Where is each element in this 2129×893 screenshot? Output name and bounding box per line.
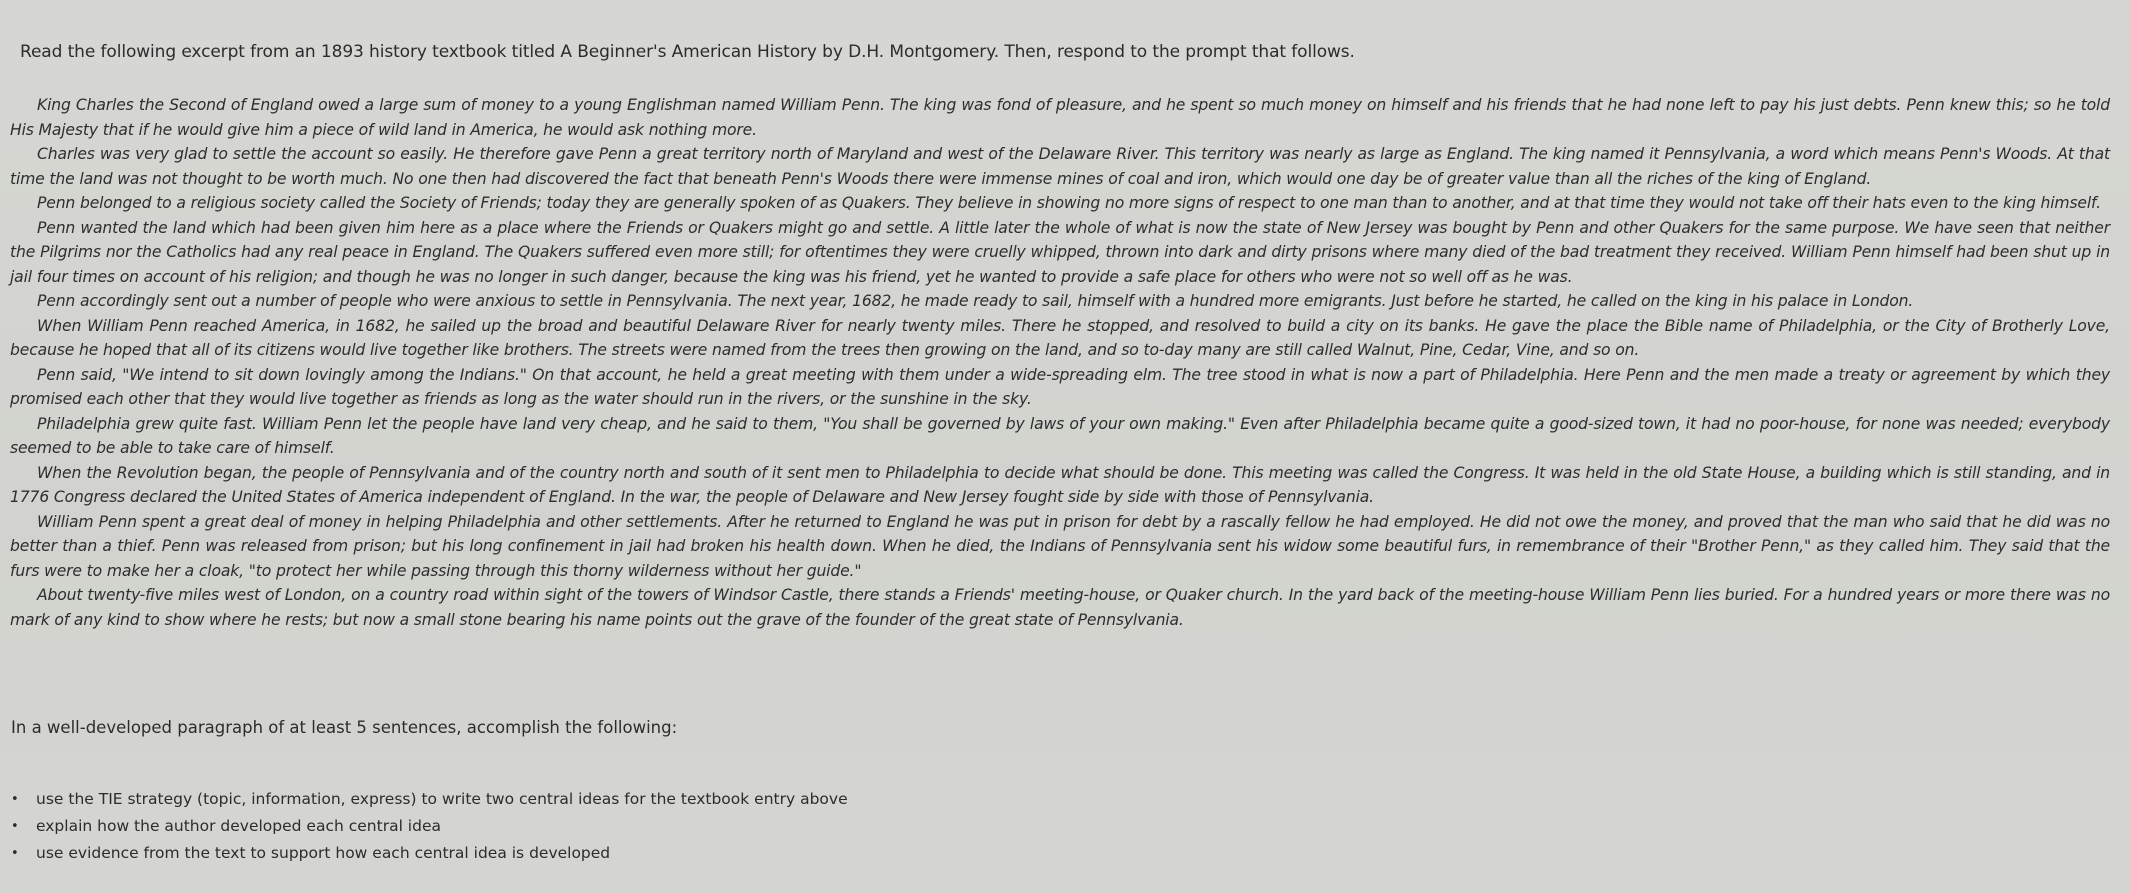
excerpt-paragraph: Penn accordingly sent out a number of people who were anxious to settle in Pennsylvania. The next year, 1682, he made ready to sail, himself with a hundred more emigrants. Just before he started, he called on the king in his palace in London. — [37, 292, 1914, 310]
task-item — [8, 786, 848, 813]
task-item-text: use evidence from the text to support how each central idea is developed — [36, 844, 611, 862]
task-item — [8, 840, 848, 867]
excerpt-paragraph: When the Revolution began, the people of Pennsylvania and of the country north and south of it sent men to Philadelphia to decide what should be done. This meeting was called the Congress. It was held in the old State House, a building which is still standing, and in 1776 Congress declared the United States of America independent of England. In the war, the people of Delaware and New Jersey fought side by side with those of Pennsylvania. — [10, 463, 2110, 506]
excerpt-paragraph: Penn said, "We intend to sit down lovingly among the Indians." On that account, he held a great meeting with them under a wide-spreading elm. The tree stood in what is now a part of Philadelphia. Here Penn and the men made a treaty or agreement by which they promised each other that they would live together as friends as long as the water should run in the rivers, or the sunshine in the sky. — [10, 365, 2110, 408]
task-item — [8, 813, 848, 840]
excerpt-paragraph: About twenty-five miles west of London, on a country road within sight of the towers of Windsor Castle, there stands a Friends' meeting-house, or Quaker church. In the yard back of the meeting-house William Penn lies buried. For a hundred years or more there was no mark of any kind to show where he rests; but now a small stone bearing his name points out the grave of the founder of the great state of Pennsylvania. — [10, 586, 2110, 629]
intro-text: Read the following excerpt from an 1893 history textbook titled A Beginner's American History by D.H. Montgomery. Then, respond to the prompt that follows. — [20, 42, 1355, 62]
bullet-icon: • — [11, 846, 19, 861]
bullet-icon: • — [11, 792, 19, 807]
task-item-text: explain how the author developed each central idea — [36, 817, 441, 835]
excerpt-paragraph: Philadelphia grew quite fast. William Penn let the people have land very cheap, and he said to them, "You shall be governed by laws of your own making." Even after Philadelphia became quite a good-sized town, it had no poor-house, for none was needed; everybody seemed to be able to take care of himself. — [10, 414, 2110, 457]
prompt-text: In a well-developed paragraph of at least 5 sentences, accomplish the following: — [11, 718, 678, 737]
excerpt-paragraph: William Penn spent a great deal of money in helping Philadelphia and other settlements. After he returned to England he was put in prison for debt by a rascally fellow he had employed. He did not owe the money, and proved that the man who said that he did was no better than a thief. Penn was released from prison; but his long confinement in jail had broken his health down. When he died, the Indians of Pennsylvania sent his widow some beautiful furs, in remembrance of their "Brother Penn," as they called him. They said that the furs were to make her a cloak, "to protect her while passing through this thorny wilderness without her guide." — [10, 512, 2110, 580]
excerpt-paragraph: Penn belonged to a religious society called the Society of Friends; today they are generally spoken of as Quakers. They believe in showing no more signs of respect to one man than to another, and at that time they would not take off their hats even to the king himself. — [37, 194, 2101, 212]
excerpt-paragraph: Penn wanted the land which had been given him here as a place where the Friends or Quakers might go and settle. A little later the whole of what is now the state of New Jersey was bought by Penn and other Quakers for the same purpose. We have seen that neither the Pilgrims nor the Catholics had any real peace in England. The Quakers suffered even more still; for oftentimes they were cruelly whipped, thrown into dark and dirty prisons where many died of the bad treatment they received. William Penn himself had been shut up in jail four times on account of his religion; and though he was no longer in such danger, because the king was his friend, yet he wanted to provide a safe place for others who were not so well off as he was. — [10, 218, 2110, 286]
excerpt-paragraph: Charles was very glad to settle the account so easily. He therefore gave Penn a great territory north of Maryland and west of the Delaware River. This territory was nearly as large as England. The king named it Pennsylvania, a word which means Penn's Woods. At that time the land was not thought to be worth much. No one then had discovered the fact that beneath Penn's Woods there were immense mines of coal and iron, which would one day be of greater value than all the riches of the king of England. — [10, 145, 2110, 188]
excerpt-paragraph: When William Penn reached America, in 1682, he sailed up the broad and beautiful Delaware River for nearly twenty miles. There he stopped, and resolved to build a city on its banks. He gave the place the Bible name of Philadelphia, or the City of Brotherly Love, because he hoped that all of its citizens would live together like brothers. The streets were named from the trees then growing on the land, and so to-day many are still called Walnut, Pine, Cedar, Vine, and so on. — [10, 316, 2110, 359]
excerpt-paragraph: King Charles the Second of England owed a large sum of money to a young Englishman named William Penn. The king was fond of pleasure, and he spent so much money on himself and his friends that he had none left to pay his just debts. Penn knew this; so he told His Majesty that if he would give him a piece of wild land in America, he would ask nothing more. — [10, 96, 2110, 139]
task-list — [8, 786, 848, 867]
bullet-icon: • — [11, 819, 19, 834]
textbook-excerpt — [10, 93, 2110, 632]
task-item-text: use the TIE strategy (topic, information, express) to write two central ideas for the textbook entry above — [36, 790, 848, 808]
